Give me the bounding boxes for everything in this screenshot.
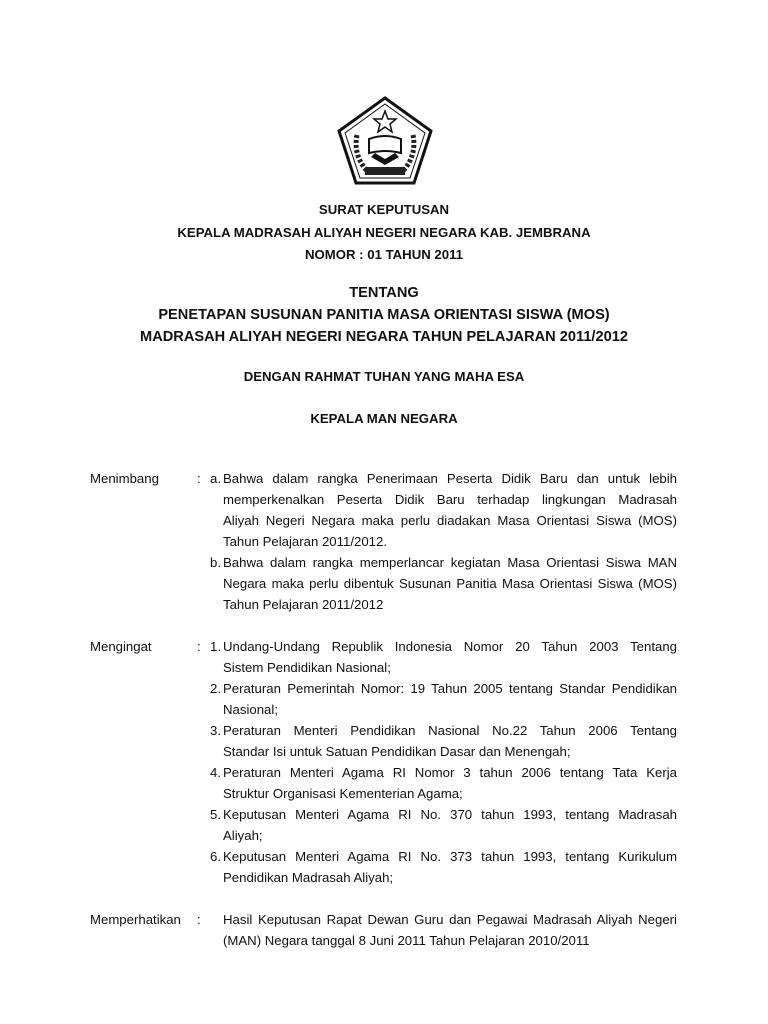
mengingat-colon: : — [197, 639, 201, 654]
menimbang-item-marker: b. — [210, 555, 221, 570]
mengingat-item-text: Keputusan Menteri Agama RI No. 370 tahun 1993, tentang Madrasah — [223, 807, 677, 822]
blessing: DENGAN RAHMAT TUHAN YANG MAHA ESA — [243, 369, 525, 384]
mengingat-item-text: Peraturan Pemerintah Nomor: 19 Tahun 2005 tentang Standar Pendidikan — [223, 681, 677, 696]
menimbang-item-text: Bahwa dalam rangka Penerimaan Peserta Didik Baru dan untuk lebih — [223, 471, 677, 486]
about-heading: TENTANG — [349, 285, 419, 301]
subject-line-2: MADRASAH ALIYAH NEGERI NEGARA TAHUN PELAJARAN 2011/2012 — [140, 329, 628, 345]
menimbang-item-text: Bahwa dalam rangka memperlancar kegiatan Masa Orientasi Siswa MAN — [223, 555, 677, 570]
mengingat-item-text: Undang-Undang Republik Indonesia Nomor 20 Tahun 2003 Tentang — [223, 639, 677, 654]
mengingat-item-text: Peraturan Menteri Agama RI Nomor 3 tahun 2006 tentang Tata Kerja — [223, 765, 677, 780]
menimbang-item-text: Tahun Pelajaran 2011/2012. — [223, 534, 387, 549]
menimbang-colon: : — [197, 471, 201, 486]
mengingat-item-text: Aliyah; — [223, 828, 263, 843]
ministry-logo — [335, 95, 435, 187]
memperhatikan-colon: : — [197, 912, 201, 927]
mengingat-item-marker: 1. — [210, 639, 221, 654]
mengingat-item-text: Pendidikan Madrasah Aliyah; — [223, 870, 394, 885]
mengingat-item-text: Keputusan Menteri Agama RI No. 373 tahun 1993, tentang Kurikulum — [223, 849, 677, 864]
memperhatikan-item-text: Hasil Keputusan Rapat Dewan Guru dan Pegawai Madrasah Aliyah Negeri — [223, 912, 677, 927]
mengingat-item-text: Nasional; — [223, 702, 278, 717]
mengingat-item-text: Peraturan Menteri Pendidikan Nasional No.22 Tahun 2006 Tentang — [223, 723, 677, 738]
mengingat-item-text: Struktur Organisasi Kementerian Agama; — [223, 786, 463, 801]
issuer: KEPALA MADRASAH ALIYAH NEGERI NEGARA KAB. JEMBRANA — [177, 225, 591, 240]
mengingat-item-marker: 3. — [210, 723, 221, 738]
menimbang-label: Menimbang — [90, 471, 159, 486]
memperhatikan-label: Memperhatikan — [90, 912, 181, 927]
menimbang-item-text: Negara maka perlu dibentuk Susunan Panitia Masa Orientasi Siswa (MOS) — [223, 576, 677, 591]
mengingat-item-marker: 6. — [210, 849, 221, 864]
mengingat-item-marker: 4. — [210, 765, 221, 780]
menimbang-item-marker: a. — [210, 471, 221, 486]
menimbang-item-text: Aliyah Negeri Negara maka perlu diadakan Masa Orientasi Siswa (MOS) — [223, 513, 677, 528]
decree-number: NOMOR : 01 TAHUN 2011 — [304, 247, 464, 262]
doc-title: SURAT KEPUTUSAN — [318, 202, 450, 217]
mengingat-item-marker: 2. — [210, 681, 221, 696]
mengingat-item-text: Standar Isi untuk Satuan Pendidikan Dasar dan Menengah; — [223, 744, 571, 759]
subject-line-1: PENETAPAN SUSUNAN PANITIA MASA ORIENTASI SISWA (MOS) — [158, 307, 610, 323]
mengingat-item-marker: 5. — [210, 807, 221, 822]
mengingat-label: Mengingat — [90, 639, 152, 654]
menimbang-item-text: Tahun Pelajaran 2011/2012 — [223, 597, 384, 612]
head-title: KEPALA MAN NEGARA — [310, 411, 458, 426]
memperhatikan-item-text: (MAN) Negara tanggal 8 Juni 2011 Tahun Pelajaran 2010/2011 — [223, 933, 590, 948]
menimbang-item-text: memperkenalkan Peserta Didik Baru terhadap lingkungan Madrasah — [223, 492, 677, 507]
mengingat-item-text: Sistem Pendidikan Nasional; — [223, 660, 391, 675]
